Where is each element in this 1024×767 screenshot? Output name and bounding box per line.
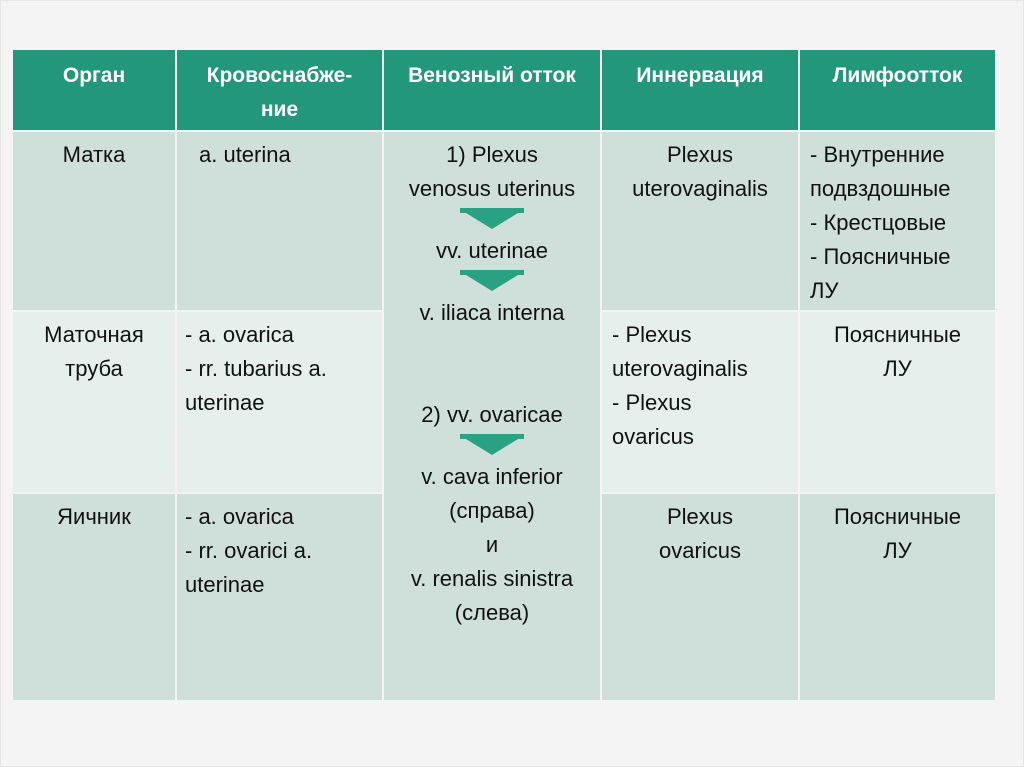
row3-blood [177,494,382,700]
venous-part1-line1: 1) Plexus [446,142,538,167]
header-lymph-label: Лимфоотток [832,64,963,87]
venous-right: (справа) [449,498,535,523]
row1-innervation [602,132,798,310]
row3-lymph-line1: Поясничные [833,504,962,529]
row3-innervation-line1: Plexus [666,504,734,529]
row2-lymph-line2: ЛУ [883,356,912,381]
row1-lymph [800,132,995,310]
venous-cell [384,132,600,700]
row1-organ-text: Матка [62,142,126,167]
header-blood-supply-line2: ние [260,98,299,121]
row2-organ-line1: Маточная [44,322,144,347]
header-venous [384,50,600,130]
header-innervation [602,50,798,130]
row3-blood-line3: uterinae [185,572,265,597]
row1-innervation-line2: uterovaginalis [632,176,768,201]
down-arrow-icon [460,434,524,456]
row2-blood-line1: - a. ovarica [185,322,294,347]
row2-lymph [800,312,995,492]
row2-blood-line2: - rr. tubarius a. [185,356,327,381]
row2-blood [177,312,382,492]
row3-blood-line1: - a. ovarica [185,504,294,529]
header-organ-label: Орган [62,64,126,87]
header-blood-supply [177,50,382,130]
venous-part2: 2) vv. ovaricae [421,402,563,427]
header-blood-supply-line1: Кровоснабже- [206,64,353,87]
venous-iliaca-interna: v. iliaca interna [419,300,565,325]
row2-lymph-line1: Поясничные [833,322,962,347]
row2-innervation-line3: - Plexus [612,390,692,415]
row1-lymph-line5: ЛУ [810,278,839,303]
row3-organ-text: Яичник [57,504,131,529]
row1-organ [13,132,175,310]
row1-lymph-line2: подвздошные [810,176,951,201]
row2-innervation [602,312,798,492]
header-venous-label: Венозный отток [408,64,576,87]
row1-lymph-line4: - Поясничные [810,244,951,269]
header-innervation-label: Иннервация [636,64,764,87]
down-arrow-icon [460,208,524,230]
row2-blood-line3: uterinae [185,390,265,415]
venous-and: и [485,532,499,557]
row3-innervation-line2: ovaricus [659,538,741,563]
row3-blood-line2: - rr. ovarici a. [185,538,313,563]
venous-renalis-sinistra: v. renalis sinistra [410,566,574,591]
row3-lymph [800,494,995,700]
venous-uterinae: vv. uterinae [435,238,549,263]
row2-organ [13,312,175,492]
row2-innervation-line2: uterovaginalis [612,356,748,381]
row1-blood-text: a. uterina [199,142,291,167]
header-organ [13,50,175,130]
row3-innervation [602,494,798,700]
row3-lymph-line2: ЛУ [883,538,912,563]
venous-spacer [384,330,600,398]
row2-innervation-line4: ovaricus [612,424,694,449]
row1-lymph-line1: - Внутренние [810,142,945,167]
anatomy-table [13,50,995,700]
row2-organ-line2: труба [65,356,123,381]
row2-innervation-line1: - Plexus [612,322,692,347]
row3-organ [13,494,175,700]
row1-lymph-line3: - Крестцовые [810,210,947,235]
row1-innervation-line1: Plexus [666,142,734,167]
venous-part1-line2: venosus uterinus [408,176,576,201]
header-lymph [800,50,995,130]
row1-blood [177,132,382,310]
venous-left: (слева) [454,600,530,625]
venous-cava-inferior: v. cava inferior [421,464,563,489]
down-arrow-icon [460,270,524,292]
